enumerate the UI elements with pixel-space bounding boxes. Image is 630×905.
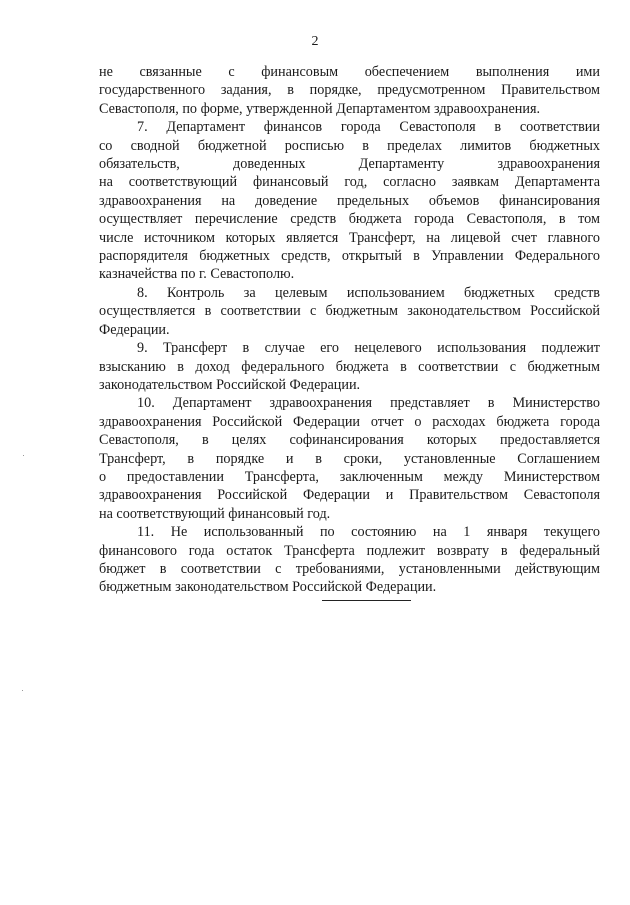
text-line: осуществляется в соответствии с бюджетным законодательством Российской xyxy=(99,303,600,320)
text-line: 11. Не использованный по состоянию на 1 января текущего xyxy=(137,524,600,541)
text-line: о предоставлении Трансферта, заключенным между Министерством xyxy=(99,468,600,485)
text-line: на соответствующий финансовый год, согласно заявкам Департамента xyxy=(99,174,600,191)
paragraph-continuation xyxy=(99,63,600,118)
text-line: взысканию в доход федерального бюджета в соответствии с бюджетным xyxy=(99,358,600,375)
text-line: на соответствующий финансовый год. xyxy=(99,505,331,522)
text-line: 10. Департамент здравоохранения представляет в Министерство xyxy=(137,395,600,412)
scan-speck xyxy=(22,690,23,691)
text-line: 8. Контроль за целевым использованием бюджетных средств xyxy=(137,284,600,301)
text-line: со сводной бюджетной росписью в пределах лимитов бюджетных xyxy=(99,137,600,154)
text-line: казначейства по г. Севастополю. xyxy=(99,266,295,283)
scan-speck xyxy=(23,455,24,456)
text-line: не связанные с финансовым обеспечением выполнения ими xyxy=(99,64,600,80)
paragraph-11 xyxy=(99,523,600,597)
text-line: законодательством Российской Федерации. xyxy=(99,376,361,393)
text-line: Севастополя, по форме, утвержденной Департаментом здравоохранения. xyxy=(99,100,541,117)
text-line: 9. Трансферт в случае его нецелевого использования подлежит xyxy=(137,340,600,357)
text-line: Севастополя, в целях софинансирования которых предоставляется xyxy=(99,432,600,449)
document-body xyxy=(99,63,600,597)
text-line: 7. Департамент финансов города Севастополя в соответствии xyxy=(137,119,600,136)
paragraph-10 xyxy=(99,394,600,523)
text-line: бюджет в соответствии с требованиями, установленными действующим xyxy=(99,560,600,577)
text-line: здравоохранения Российской Федерации и Правительством Севастополя xyxy=(99,487,600,504)
text-line: бюджетным законодательством Российской Федерации. xyxy=(99,579,437,596)
text-line: финансового года остаток Трансферта подлежит возврату в федеральный xyxy=(99,542,600,559)
text-line: Федерации. xyxy=(99,321,170,338)
text-line: распорядителя бюджетных средств, открытый в Управлении Федерального xyxy=(99,248,600,265)
paragraph-7 xyxy=(99,118,600,284)
text-line: обязательств, доведенных Департаменту здравоохранения xyxy=(99,156,600,173)
text-line: здравоохранения на доведение предельных объемов финансирования xyxy=(99,192,600,209)
paragraph-9 xyxy=(99,339,600,394)
text-line: осуществляет перечисление средств бюджета города Севастополя, в том xyxy=(99,211,600,228)
text-line: государственного задания, в порядке, предусмотренном Правительством xyxy=(99,82,600,99)
end-separator-line xyxy=(322,600,411,601)
paragraph-8 xyxy=(99,284,600,339)
text-line: здравоохранения Российской Федерации отчет о расходах бюджета города xyxy=(99,413,600,430)
page-number: 2 xyxy=(311,34,319,49)
text-line: Трансферт, в порядке и в сроки, установленные Соглашением xyxy=(99,450,600,467)
text-line: числе источником которых является Трансферт, на лицевой счет главного xyxy=(99,229,600,246)
